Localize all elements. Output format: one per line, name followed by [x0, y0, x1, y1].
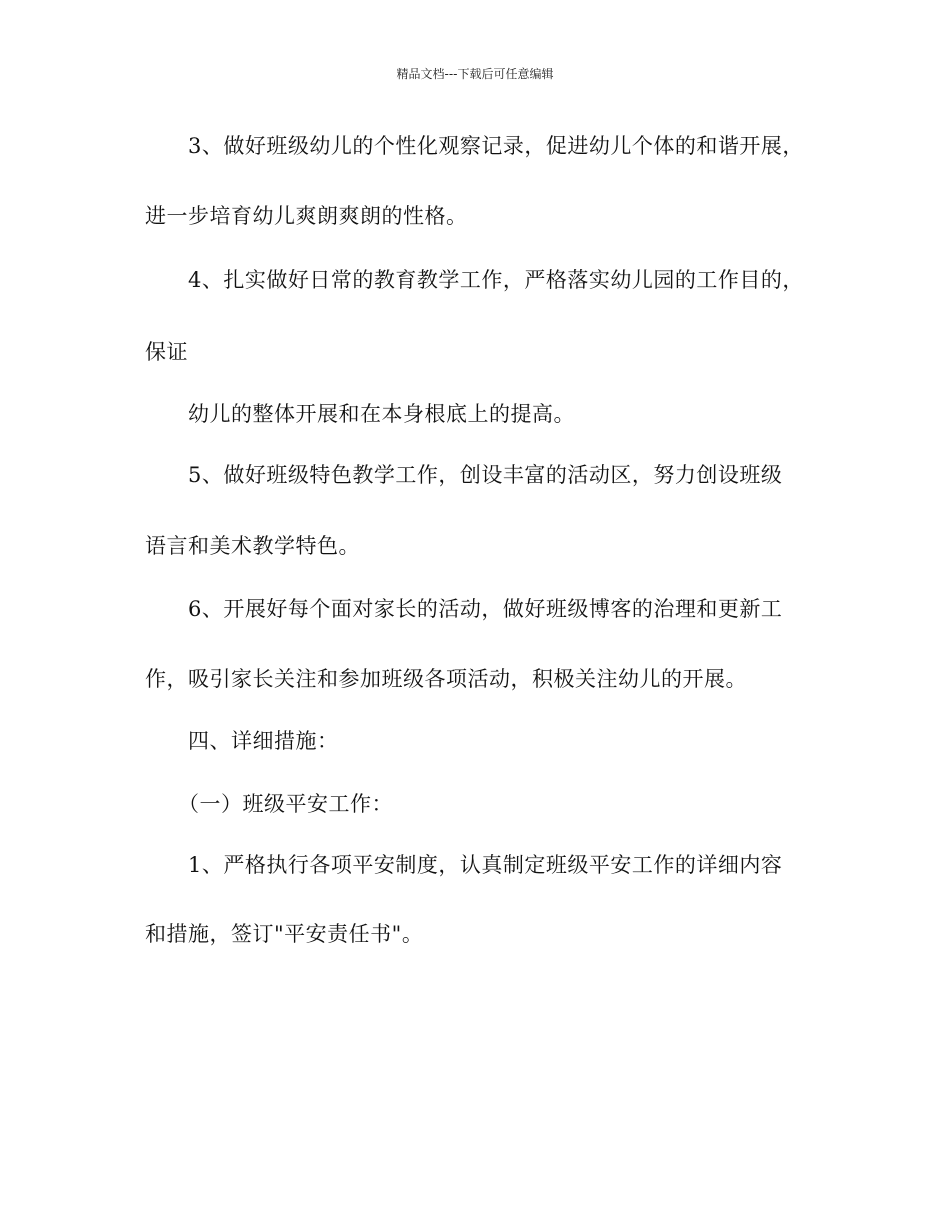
- section-heading: 四、详细措施：: [188, 729, 339, 753]
- paragraph-line: 6、开展好每个面对家长的活动，做好班级博客的治理和更新工: [188, 597, 783, 621]
- paragraph-line: 语言和美术教学特色。: [145, 534, 360, 558]
- paragraph-line: 1、严格执行各项平安制度，认真制定班级平安工作的详细内容: [188, 853, 783, 877]
- paragraph-line: 5、做好班级特色教学工作，创设丰富的活动区，努力创设班级: [188, 463, 783, 487]
- paragraph-line: 幼儿的整体开展和在本身根底上的提高。: [188, 402, 575, 426]
- subsection-heading: （一）班级平安工作：: [178, 792, 393, 816]
- page-header: 精品文档---下载后可任意编辑: [396, 67, 554, 81]
- paragraph-line: 保证: [145, 340, 188, 364]
- paragraph-line: 3、做好班级幼儿的个性化观察记录，促进幼儿个体的和谐开展，: [188, 134, 804, 158]
- paragraph-line: 和措施，签订"平安责任书"。: [145, 922, 424, 946]
- paragraph-line: 进一步培育幼儿爽朗爽朗的性格。: [145, 204, 468, 228]
- paragraph-line: 作，吸引家长关注和参加班级各项活动，积极关注幼儿的开展。: [145, 667, 747, 691]
- paragraph-line: 4、扎实做好日常的教育教学工作，严格落实幼儿园的工作目的，: [188, 268, 804, 292]
